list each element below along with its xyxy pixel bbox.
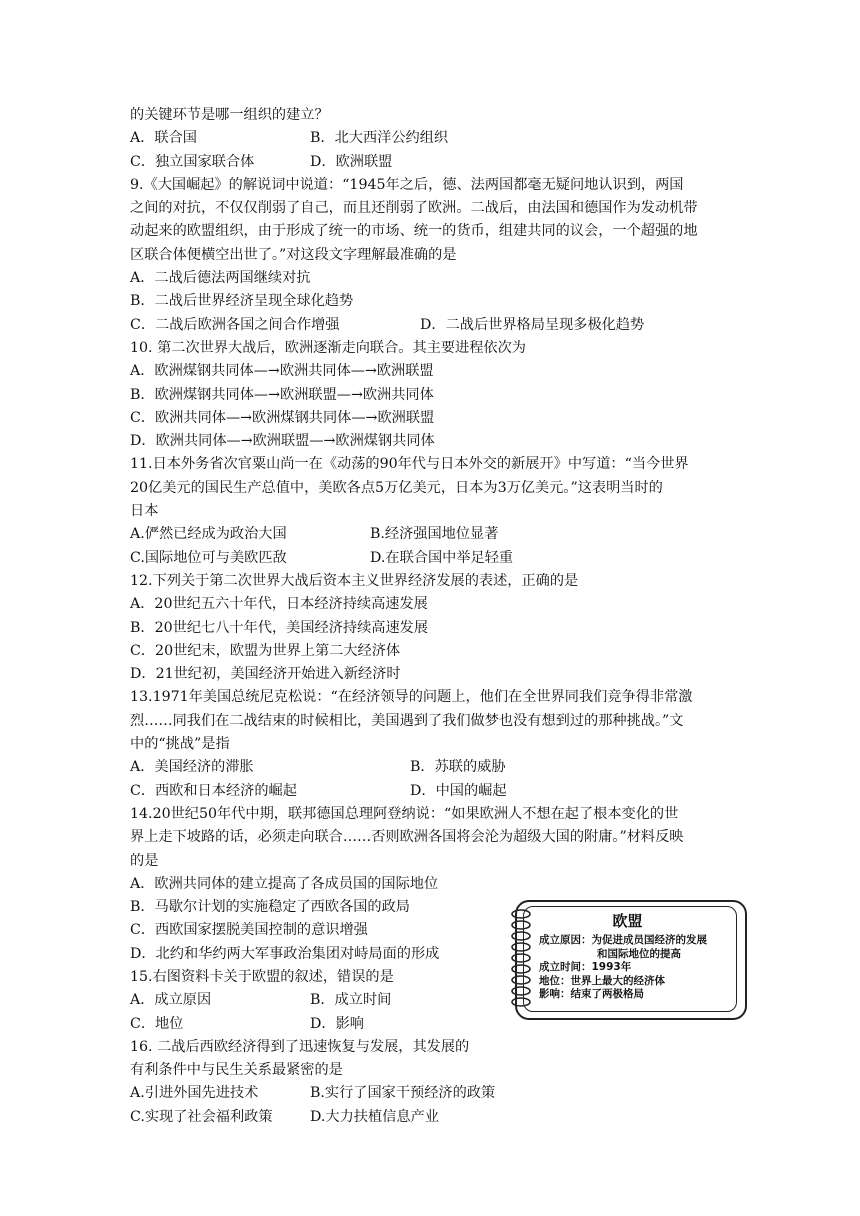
option-d: D.大力扶植信息产业 bbox=[310, 1108, 439, 1125]
question-14-stem: 14.20世纪50年代中期，联邦德国总理阿登纳说：“如果欧洲人不想在起了根本变化的世 bbox=[130, 805, 679, 822]
option-b: B．成立时间 bbox=[310, 992, 392, 1009]
options-row bbox=[130, 780, 730, 803]
option-c: C．地位 bbox=[130, 1015, 184, 1032]
option-b: B．苏联的威胁 bbox=[410, 759, 506, 776]
question-11-stem: 20亿美元的国民生产总值中，美欧各点5万亿美元，日本为3万亿美元。”这表明当时的 bbox=[130, 479, 663, 496]
card-row: 成立时间：1993年 bbox=[539, 961, 632, 973]
question-15-stem: 15.右图资料卡关于欧盟的叙述，错误的是 bbox=[130, 968, 394, 985]
option-a: A．成立原因 bbox=[130, 992, 212, 1009]
option-c: C.国际地位可与美欧匹敌 bbox=[130, 549, 287, 566]
options-row bbox=[130, 151, 730, 174]
question-12-stem: 12.下列关于第二次世界大战后资本主义世界经济发展的表述，正确的是 bbox=[130, 572, 579, 589]
eu-info-card bbox=[509, 898, 746, 1020]
question-16-stem: 16. 二战后西欧经济得到了迅速恢复与发展，其发展的 bbox=[130, 1038, 470, 1055]
option-c: C．20世纪末，欧盟为世界上第二大经济体 bbox=[130, 642, 401, 659]
option-c: C.实现了社会福利政策 bbox=[130, 1108, 273, 1125]
question-13-stem: 13.1971年美国总统尼克松说：“在经济领导的问题上，他们在全世界同我们竞争得非常激 bbox=[130, 689, 693, 706]
card-row: 和国际地位的提高 bbox=[597, 947, 681, 960]
option-c: C．西欧国家摆脱美国控制的意识增强 bbox=[130, 922, 368, 939]
option-a: A．美国经济的滞胀 bbox=[130, 759, 254, 776]
card-row: 影响：结束了两极格局 bbox=[539, 988, 644, 1000]
option-c: C．西欧和日本经济的崛起 bbox=[130, 782, 297, 799]
option-d: D.在联合国中举足轻重 bbox=[370, 549, 514, 566]
option-d: D．北约和华约两大军事政治集团对峙局面的形成 bbox=[130, 945, 440, 962]
options-row bbox=[130, 127, 730, 150]
option-d: D．21世纪初，美国经济开始进入新经济时 bbox=[130, 666, 401, 683]
option-c: C．欧洲共同体—→欧洲煤钢共同体—→欧洲联盟 bbox=[130, 409, 435, 426]
option-a: A．欧洲煤钢共同体—→欧洲共同体—→欧洲联盟 bbox=[130, 363, 434, 380]
card-row: 地位：世界上最大的经济体 bbox=[539, 974, 665, 987]
option-a: A．欧洲共同体的建立提高了各成员国的国际地位 bbox=[130, 875, 439, 892]
question-14-stem: 界上走下坡路的话，必须走向联合……否则欧洲各国将会沦为超级大国的附庸。”材料反映 bbox=[130, 829, 684, 846]
option-b: B．北大西洋公约组织 bbox=[310, 130, 449, 147]
option-a: A．联合国 bbox=[130, 130, 197, 147]
options-row bbox=[130, 1106, 730, 1129]
option-b: B．二战后世界经济呈现全球化趋势 bbox=[130, 293, 354, 310]
question-13-stem: 中的“挑战”是指 bbox=[130, 736, 230, 753]
text-line: 的关键环节是哪一组织的建立？ bbox=[130, 107, 329, 123]
question-9-stem: 之间的对抗，不仅仅削弱了自己，而且还削弱了欧洲。二战后，由法国和德国作为发动机带 bbox=[130, 200, 698, 217]
question-11-stem: 日本 bbox=[130, 503, 159, 520]
card-rows bbox=[539, 934, 707, 1002]
question-13-stem: 烈……同我们在二战结束的时候相比，美国遇到了我们做梦也没有想到过的那种挑战。”文 bbox=[130, 712, 684, 729]
option-d: D．欧洲共同体—→欧洲联盟—→欧洲煤钢共同体 bbox=[130, 433, 435, 450]
options-row bbox=[130, 314, 730, 337]
question-11-stem: 11.日本外务省次官粟山尚一在《动荡的90年代与日本外交的新展开》中写道：“当今世界 bbox=[130, 456, 689, 473]
option-b: B．马歇尔计划的实施稳定了西欧各国的政局 bbox=[130, 899, 410, 916]
options-row bbox=[130, 756, 730, 779]
option-b: B．20世纪七八十年代，美国经济持续高速发展 bbox=[130, 619, 429, 636]
question-14-stem: 的是 bbox=[130, 852, 159, 869]
option-a: A．二战后德法两国继续对抗 bbox=[130, 270, 311, 287]
question-9-stem: 区联合体便横空出世了。”对这段文字理解最准确的是 bbox=[130, 246, 457, 263]
card-row: 成立原因：为促进成员国经济的发展 bbox=[539, 934, 707, 946]
option-b: B．欧洲煤钢共同体—→欧洲联盟—→欧洲共同体 bbox=[130, 386, 434, 403]
option-a: A.俨然已经成为政治大国 bbox=[130, 526, 287, 543]
question-16-stem: 有利条件中与民生关系最紧密的是 bbox=[130, 1062, 343, 1079]
question-9-stem: 动起来的欧盟组织，由于形成了统一的市场、统一的货币，组建共同的议会，一个超强的地 bbox=[130, 223, 698, 240]
option-a: A．20世纪五六十年代，日本经济持续高速发展 bbox=[130, 596, 428, 613]
question-10-stem: 10. 第二次世界大战后，欧洲逐渐走向联合。其主要进程依次为 bbox=[130, 339, 526, 356]
options-row bbox=[130, 523, 730, 546]
option-d: D．二战后世界格局呈现多极化趋势 bbox=[420, 316, 645, 333]
option-c: C．独立国家联合体 bbox=[130, 153, 255, 170]
option-d: D．中国的崛起 bbox=[410, 782, 507, 799]
options-row bbox=[130, 1082, 730, 1105]
question-9-stem: 9.《大国崛起》的解说词中说道：“1945年之后，德、法两国都毫无疑问地认识到，两国 bbox=[130, 176, 684, 193]
option-b: B.经济强国地位显著 bbox=[370, 526, 499, 543]
option-b: B.实行了国家干预经济的政策 bbox=[310, 1085, 496, 1102]
option-a: A.引进外国先进技术 bbox=[130, 1085, 259, 1102]
option-d: D．欧洲联盟 bbox=[310, 153, 393, 170]
card-title: 欧盟 bbox=[612, 912, 643, 930]
options-row bbox=[130, 547, 730, 570]
option-c: C．二战后欧洲各国之间合作增强 bbox=[130, 316, 340, 333]
option-d: D．影响 bbox=[310, 1015, 364, 1032]
